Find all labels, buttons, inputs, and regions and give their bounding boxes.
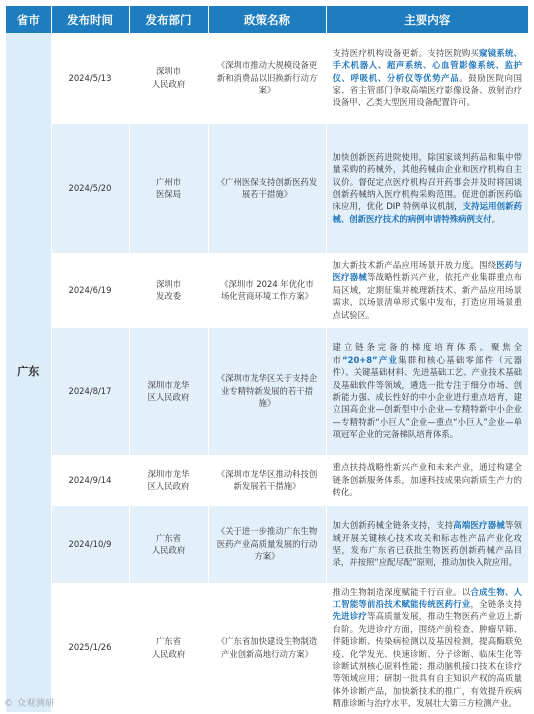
date-cell: 2024/5/13 (51, 33, 129, 123)
main-content-cell (326, 33, 528, 123)
table-row (6, 33, 528, 123)
content-text: 。鼓励医院向国家、省主管部门争取高端医疗影像设备、放射治疗设备甲、乙类大型医用设备配置许可。 (332, 72, 523, 108)
header-department: 发布部门 (129, 6, 208, 33)
table-body (6, 33, 528, 712)
table-row (6, 583, 528, 712)
policy-name-cell: 《广州医保支持创新医药发展若干措施》 (208, 123, 326, 253)
content-text: 推动生物制造深度赋能千行百业。以 (332, 586, 471, 597)
main-content-cell (326, 455, 528, 505)
highlighted-text: 支持运用创新药械、创新医疗技术的病例申请特殊病例支付 (332, 201, 523, 224)
content-text: 等高质量发展，推动生物医药产业迈上新台阶。先进诊疗方面，围绕产前检查、肿瘤早筛、伴随诊断、传染病检测以及基因检测，提高酶联免疫、化学发光、快速诊断、分子诊断、临床生化等诊断试剂核心原料性能；推动脑机接口技术在诊疗等领域应用；研制一批具有自主知识产权的高质量体外诊断产品，加快新技术的推广，有效提升疾病精准诊断与治疗水平，发展壮大第三方检测产业。 (332, 611, 522, 709)
highlighted-text: 合成生物、人工智能等前沿技术赋能传统医药行业 (332, 586, 522, 609)
main-content-cell (326, 253, 528, 327)
header-policy-name: 政策名称 (208, 6, 326, 33)
department-cell: 深圳市 人民政府 (129, 33, 208, 123)
content-text: 。 (491, 213, 500, 224)
main-content-cell (326, 123, 528, 253)
table-row (6, 123, 528, 253)
content-text: 等战略性新兴产业，依托产业集群重点布局区域，定期征集并梳理新技术、新产品应用场景需求，以场景清单形式集中发布，打造应用场景重点试验区。 (332, 272, 522, 320)
policy-name-cell: 《深圳市推动大规模设备更新和消费品以旧换新行动方案》 (208, 33, 326, 123)
department-cell: 广东省 人民政府 (129, 583, 208, 712)
table-row (6, 253, 528, 327)
date-cell: 2024/5/20 (51, 123, 129, 253)
content-text: 建立链条完备的梯度培育体系。聚焦全市 (332, 342, 522, 365)
watermark: © 众观测研 (4, 699, 55, 709)
content-text: 重点扶持战略性新兴产业和未来产业，通过构建全链条创新服务体系，加速科技成果向新质生产力的转化。 (332, 462, 522, 498)
policy-name-cell: 《深圳市 2024 年优化市场化营商环境工作方案》 (208, 253, 326, 327)
table-header-row (6, 6, 528, 33)
policy-table (6, 6, 528, 713)
content-text: 支持医疗机构设备更新。支持医院购买 (332, 47, 480, 58)
date-cell: 2025/1/26 (51, 583, 129, 712)
table-row (6, 455, 528, 505)
content-text: 集群和核心基础零部件（元器件）、关键基础材料、先进基础工艺、产业技术基础及基础软件等领域，遴选一批专注于细分市场、创新能力强、成长性好的中小企业进行重点培育，建立国高企业—创新型中小企业—专精特新中小企业—专精特新“小巨人”企业—重点“小巨人”企业—单项冠军企业的完备梯队培育体系。 (332, 354, 523, 440)
date-cell: 2024/10/9 (51, 505, 129, 583)
province-cell: 广东 (6, 33, 51, 712)
content-text: 加快创新医药进院使用，除国家谈判药品和集中带量采购的药械外，其他药械由企业和医疗机构自主议价。督促定点医疗机构召开药事会并及时将国谈创新药械纳入医疗机构采购范围。促进创新医药临床应用，优化 DIP 特例单议机制， (332, 151, 522, 212)
department-cell: 深圳市龙华 区人民政府 (129, 455, 208, 505)
header-date: 发布时间 (51, 6, 129, 33)
content-text: ，全链条支持 (470, 598, 522, 609)
department-cell: 广东省 人民政府 (129, 505, 208, 583)
date-cell: 2024/8/17 (51, 327, 129, 455)
highlighted-text: 窥镜系统、手术机器人、超声系统、心血管影像系统、监护仪、呼吸机、分析仪等优势产品 (332, 47, 522, 83)
main-content-cell (326, 583, 528, 712)
highlighted-text: 先进诊疗 (332, 611, 367, 622)
policy-name-cell: 《深圳市龙华区关于支持企业专精特新发展的若干措施》 (208, 327, 326, 455)
department-cell: 广州市 医保局 (129, 123, 208, 253)
content-text: 加大创新药械全链条支持，支持 (332, 520, 454, 531)
header-province: 省市 (6, 6, 51, 33)
table-row (6, 327, 528, 455)
policy-name-cell: 《广东省加快建设生物制造产业创新高地行动方案》 (208, 583, 326, 712)
highlighted-text: 医药与医疗器械 (332, 259, 522, 283)
table-row (6, 505, 528, 583)
main-content-cell (326, 505, 528, 583)
date-cell: 2024/6/19 (51, 253, 129, 327)
department-cell: 深圳市 发改委 (129, 253, 208, 327)
main-content-cell (326, 327, 528, 455)
content-text: 等领域开展关键核心技术攻关和标志性产品产业化攻坚，发布广东省已获批生物医药创新药械产品目录，并按照“应配尽配”原则，推动加快入院应用。 (332, 520, 522, 568)
policy-name-cell: 《深圳市龙华区推动科技创新发展若干措施》 (208, 455, 326, 505)
content-text: 加大新技术新产品应用场景开放力度。围绕 (332, 259, 497, 270)
header-main-content: 主要内容 (326, 6, 528, 33)
date-cell: 2024/9/14 (51, 455, 129, 505)
highlighted-text: 高端医疗器械 (453, 520, 505, 531)
department-cell: 深圳市龙华 区人民政府 (129, 327, 208, 455)
policy-name-cell: 《关于进一步推动广东生物医药产业高质量发展的行动方案》 (208, 505, 326, 583)
highlighted-text: “20+8”产业 (342, 354, 399, 365)
